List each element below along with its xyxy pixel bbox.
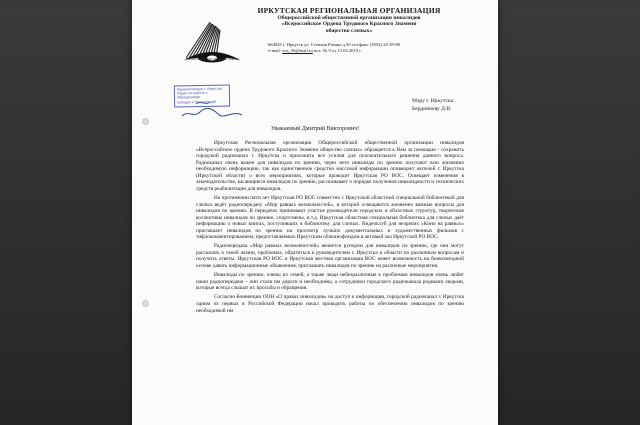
organization-line: «Всероссийское Ордена Трудового Красного Знамени (281, 21, 417, 28)
organization-contacts (268, 42, 468, 53)
logo-caption: ВСЕРОССИЙСКОЕ ОБЩЕСТВО СЛЕПЫХ (188, 58, 240, 61)
document-page[interactable] (132, 0, 498, 425)
organization-line: общество слепых» (325, 27, 373, 34)
organization-title: ИРКУТСКАЯ РЕГИОНАЛЬНАЯ ОРГАНИЗАЦИЯ (257, 6, 441, 15)
organization-address: 664025 г. Иркутск ул. Степана Разина д.30 тел/факс (3952) 24-39-80 (268, 42, 400, 47)
handwritten-signature-icon (178, 96, 248, 122)
greeting: Уважаемый Дмитрий Викторович! (270, 126, 360, 132)
stamp-line: граждан и организаций (177, 99, 216, 105)
recipient-block (412, 97, 492, 113)
recipient-line: Мэру г. Иркутска (412, 98, 454, 104)
email-link[interactable]: vos_56@mail.ru (282, 47, 313, 53)
letter-body (196, 140, 464, 317)
letter-paragraph: Иркутская Региональная организация Общероссийской общественной организации инвалидов «Всероссийское ордена Трудового Красного Знамени общество слепых» обращается к Вам за помощью - сохранить городской радиоканал г. Иркутска и приложить все усилия для положительного решения данного вопроса. Радиоканал очень важен для инвалидов по зрению, через него инвалиды по зрению получают всю жизненно необходимую информацию, так как единственное средство массовой информации оповещает жителей г. Иркутска (Иркутской области) о всех мероприятиях, которые проводит Иркутская РО ВОС. Освещает изменения в законодательстве, касающиеся инвалидов по зрению, рассказывает о порядке получения инвалидности и технических средств реабилитации для инвалидов. (196, 140, 464, 192)
organization-line: Общероссийской общественной организации инвалидов (277, 15, 421, 21)
letter-paragraph: Инвалиды по зрению, члены их семей, а также люди небезразличные к проблемам инвалидов очень любят наши радиопередачи – они стали им дороги и необходимы, а сотрудники городского радиоканала родными людьми, которые всегда слышат их просьбы и обращения. (196, 272, 464, 292)
letter-paragraph: Согласно Конвенции ООН «О правах инвалидов» на доступ к информации, городской радиоканал г. Иркутска одним из первых в Российской Федерации начал проводить работы по обеспечению инвалидов по зрению необходимой им (196, 294, 464, 314)
punch-hole (142, 118, 149, 125)
recipient-line: Бердникову Д.В. (412, 106, 452, 112)
email-label: e-mail: (268, 47, 283, 53)
outgoing-reference: исх. № 9 от 13.03.2019 г. (312, 47, 362, 53)
organization-header (244, 6, 454, 34)
letter-paragraph: Радиопередача «Мир равных возможностей» является рупором для инвалидов по зрению, где они могут рассказать о своей жизни, проблемах, обратиться к руководителям г. Иркутска и области по различным вопросам и получить ответы. Иркутская РО ВОС и Иркутская местная организация ВОС имеет возможность на безвозмездной основе давать информационные объявления, приглашать инвалидов по зрению на различные мероприятия. (196, 243, 464, 270)
organization-email-line (268, 48, 468, 54)
letter-paragraph: На протяжении пяти лет Иркутская РО ВОС совместно с Иркутской областной специальной библиотекой для слепых ведёт радиопередачу «Мир равных возможностей», в которой освещаются жизненно важные вопросы для инвалидов по зрению. В передачах принимают участие руководители городских и областных структур, творческие коллективы инвалидов по зрению, спортсмены, и.т.д. Иркутская областная специальная библиотека для слепых даёт информацию о новых книгах, поступивших в библиотеку для слепых. Видеоклуб для незрячих «Кино на равных» приглашает инвалидов по зрению на просмотр лучших документальных и художественных фильмов с тифлокомментированием, предоставляемых Иркутским облкинофондом в актовый зал Иркутской РО ВОС. (196, 194, 464, 241)
punch-hole (142, 300, 149, 307)
stamp-line: Отдел по работе с обращениями (176, 91, 208, 100)
stamp-line: Администрация г. Иркутска (176, 86, 223, 92)
